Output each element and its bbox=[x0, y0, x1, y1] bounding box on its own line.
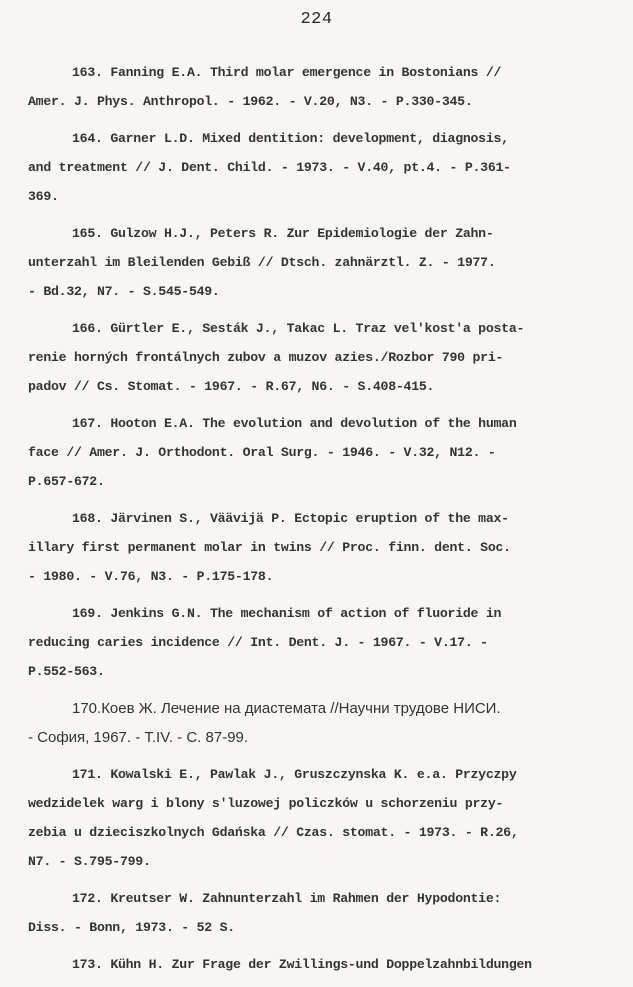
reference-first-line: 163. Fanning E.A. Third molar emergence in Bostonians // bbox=[72, 65, 502, 80]
reference-first-line: 169. Jenkins G.N. The mechanism of action of fluoride in bbox=[72, 606, 502, 621]
reference-line: N7. - S.795-799. bbox=[28, 854, 151, 869]
reference-first-line: 168. Järvinen S., Väävijä P. Ectopic eruption of the max- bbox=[72, 511, 509, 526]
reference-first-line: 171. Kowalski E., Pawlak J., Gruszczynska K. e.a. Przyczpy bbox=[72, 767, 517, 782]
reference-first-line: 165. Gulzow H.J., Peters R. Zur Epidemiologie der Zahn- bbox=[72, 226, 494, 241]
reference-entry bbox=[28, 884, 618, 942]
reference-first-line: 167. Hooton E.A. The evolution and devolution of the human bbox=[72, 416, 517, 431]
reference-line: - 1980. - V.76, N3. - P.175-178. bbox=[28, 569, 274, 584]
reference-entry bbox=[28, 124, 618, 211]
reference-entry bbox=[28, 219, 618, 306]
reference-entry bbox=[28, 599, 618, 686]
reference-entry bbox=[28, 314, 618, 401]
reference-first-line: 166. Gürtler E., Sesták J., Takac L. Traz vel'kost'a posta- bbox=[72, 321, 525, 336]
reference-line: reducing caries incidence // Int. Dent. J. - 1967. - V.17. - bbox=[28, 635, 488, 650]
page-number: 224 bbox=[300, 10, 333, 29]
reference-first-line: 173. Kühn H. Zur Frage der Zwillings-und Doppelzahnbildungen bbox=[72, 957, 532, 972]
reference-line: and treatment // J. Dent. Child. - 1973. - V.40, pt.4. - P.361- bbox=[28, 160, 511, 175]
reference-entry bbox=[28, 694, 618, 752]
reference-entry bbox=[28, 950, 618, 979]
reference-first-line: 170.Коев Ж. Лечение на диастемата //Научни трудове НИСИ. bbox=[72, 700, 501, 717]
reference-line: padov // Cs. Stomat. - 1967. - R.67, N6. - S.408-415. bbox=[28, 379, 435, 394]
reference-line: zebia u dzieciszkolnych Gdańska // Czas. stomat. - 1973. - R.26, bbox=[28, 825, 519, 840]
reference-entry bbox=[28, 504, 618, 591]
reference-line: wedzidelek warg i blony s'luzowej policzków u schorzeniu przy- bbox=[28, 796, 504, 811]
reference-line: face // Amer. J. Orthodont. Oral Surg. - 1946. - V.32, N12. - bbox=[28, 445, 496, 460]
reference-entry bbox=[28, 409, 618, 496]
reference-line: Diss. - Bonn, 1973. - 52 S. bbox=[28, 920, 235, 935]
reference-entry bbox=[28, 58, 618, 116]
reference-line: P.552-563. bbox=[28, 664, 105, 679]
reference-first-line: 172. Kreutser W. Zahnunterzahl im Rahmen der Hypodontie: bbox=[72, 891, 502, 906]
reference-line: - София, 1967. - Т.IV. - С. 87-99. bbox=[28, 729, 249, 746]
reference-first-line: 164. Garner L.D. Mixed dentition: development, diagnosis, bbox=[72, 131, 509, 146]
reference-line: illary first permanent molar in twins // Proc. finn. dent. Soc. bbox=[28, 540, 511, 555]
reference-entry bbox=[28, 760, 618, 876]
reference-list bbox=[28, 58, 618, 987]
reference-line: Amer. J. Phys. Anthropol. - 1962. - V.20, N3. - P.330-345. bbox=[28, 94, 473, 109]
reference-line: 369. bbox=[28, 189, 59, 204]
reference-line: unterzahl im Bleilenden Gebiß // Dtsch. zahnärztl. Z. - 1977. bbox=[28, 255, 496, 270]
reference-line: - Bd.32, N7. - S.545-549. bbox=[28, 284, 220, 299]
reference-line: renie horných frontálnych zubov a muzov azies./Rozbor 790 pri- bbox=[28, 350, 504, 365]
reference-line: P.657-672. bbox=[28, 474, 105, 489]
